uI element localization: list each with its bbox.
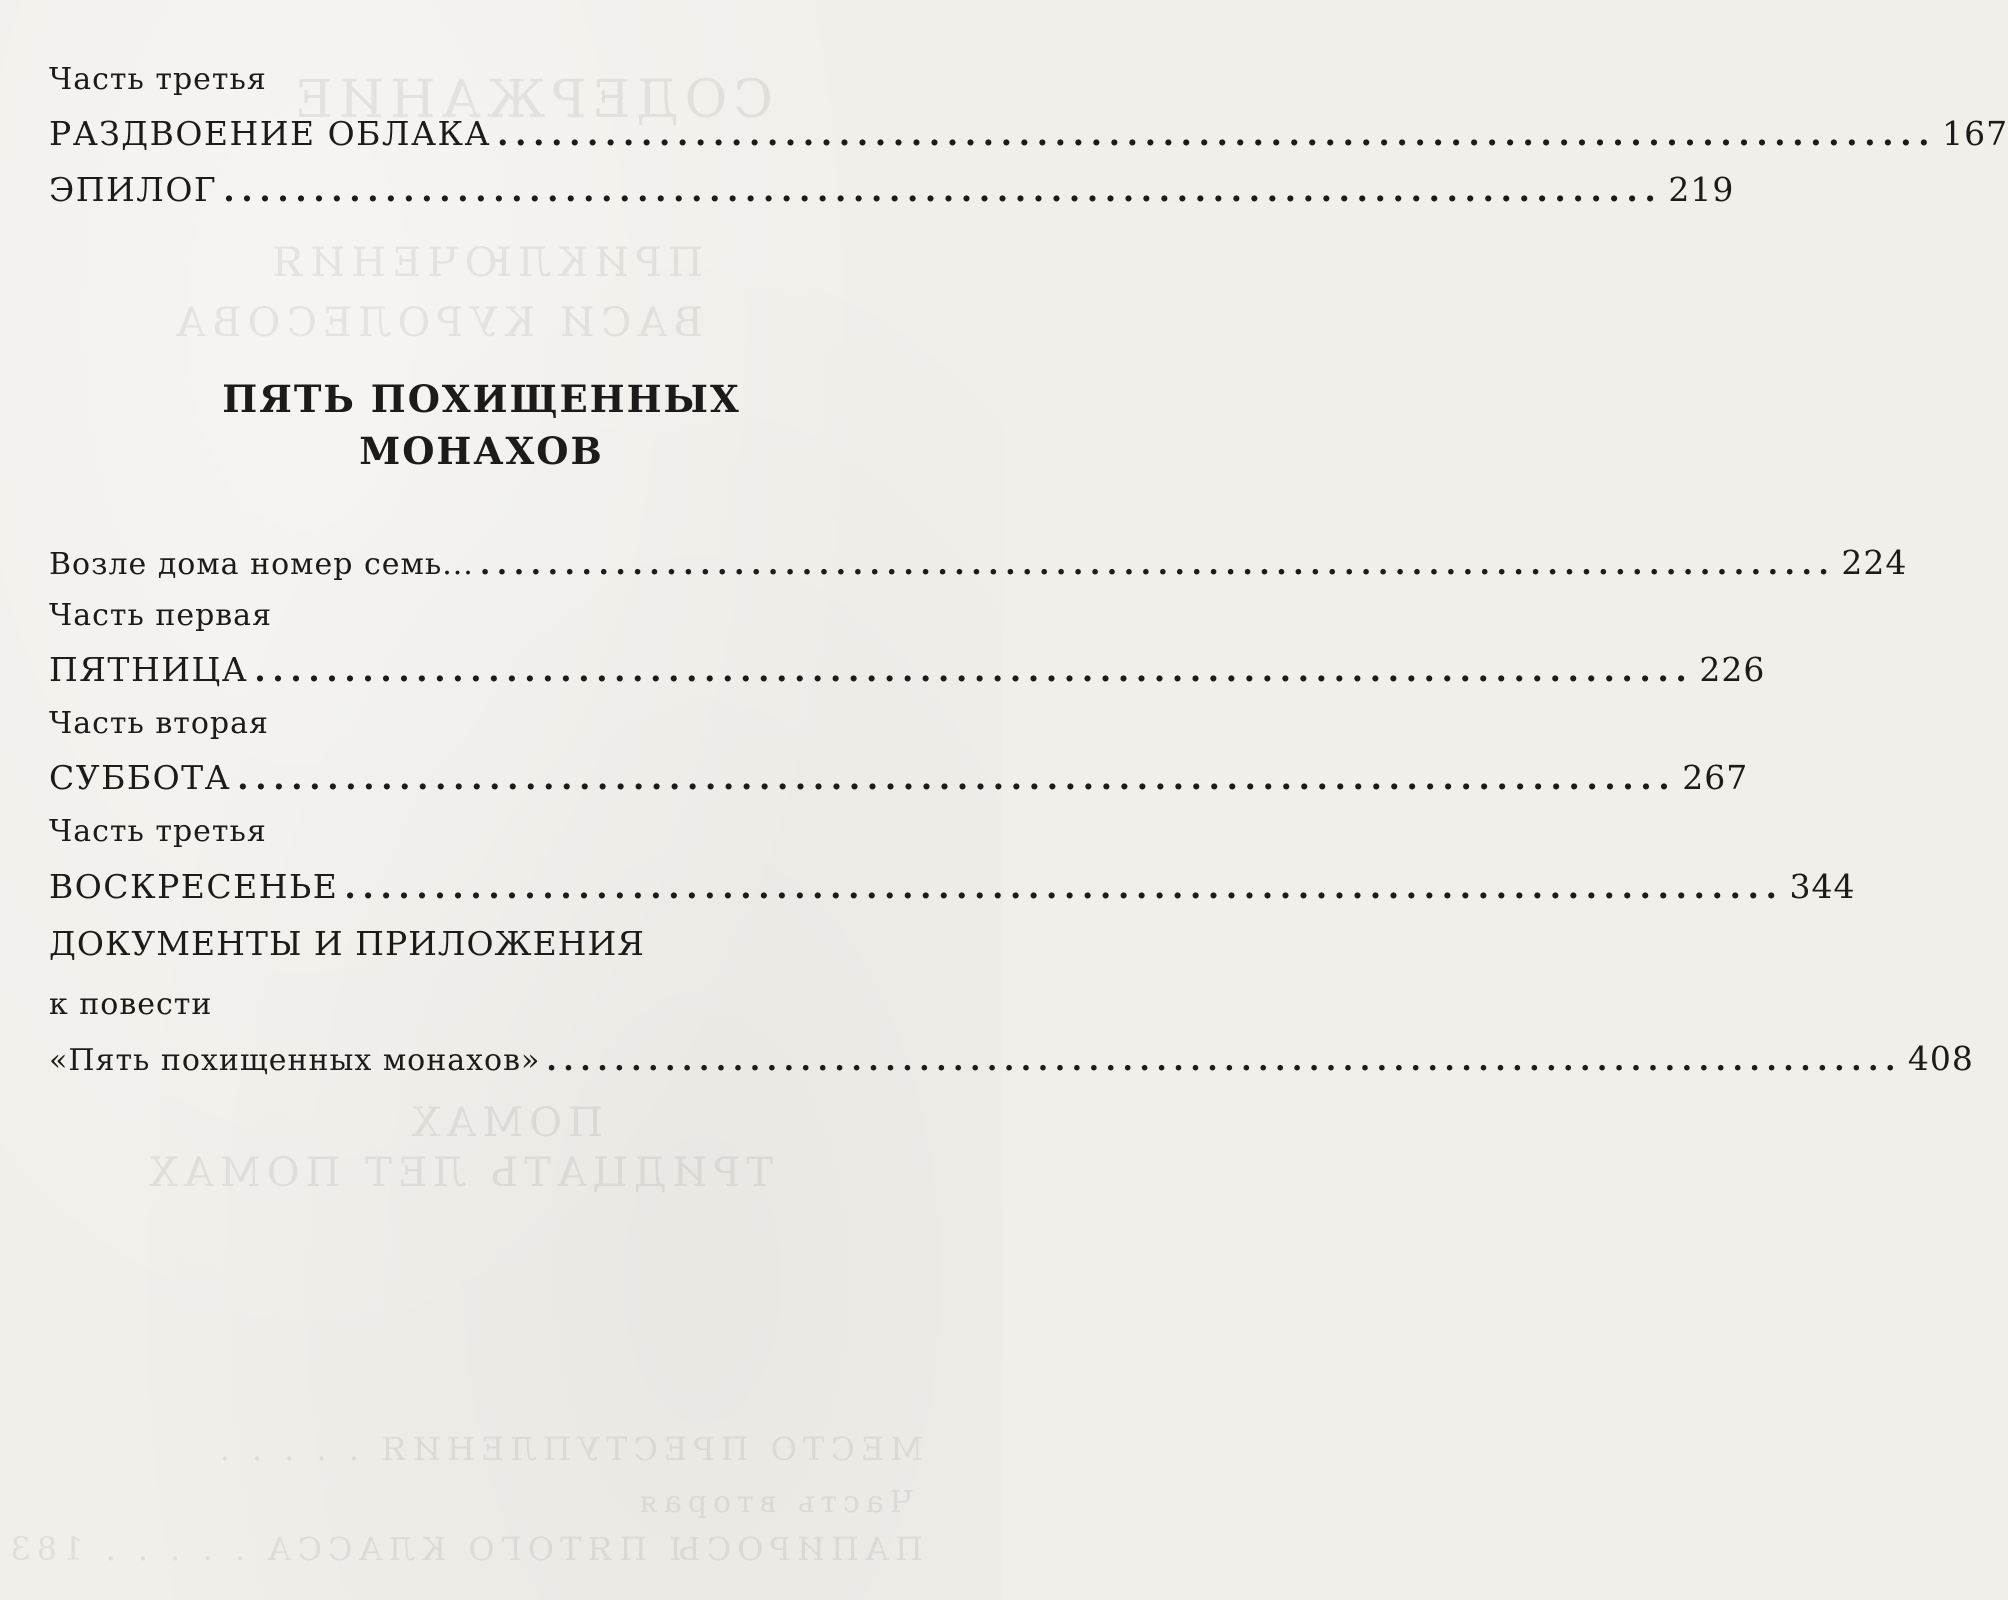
page-number: 219 <box>1668 170 1735 209</box>
leader-dots: ................................................................................ <box>496 114 1937 153</box>
leader-dots: ................................................................................ <box>479 547 1836 582</box>
section-heading <box>49 373 914 477</box>
leader-dots: ................................................................................ <box>344 867 1784 906</box>
page-number: 267 <box>1682 758 1749 797</box>
page-number: 167 <box>1942 114 2008 153</box>
toc-entry[interactable] <box>49 758 1749 797</box>
entry-title: СУББОТА <box>49 758 232 797</box>
part-label: Часть третья <box>49 62 267 97</box>
toc-entry[interactable] <box>49 867 1856 906</box>
entry-title: ВОСКРЕСЕНЬЕ <box>49 867 339 906</box>
part-label: Часть первая <box>49 598 272 633</box>
toc-entry[interactable] <box>49 170 1735 209</box>
leader-dots: ................................................................................ <box>254 650 1694 689</box>
documents-subtitle: к повести <box>49 987 213 1022</box>
part-label: Часть вторая <box>49 706 269 741</box>
heading-line-2: МОНАХОВ <box>359 429 604 473</box>
entry-title: ЭПИЛОГ <box>49 170 218 209</box>
documents-title: ДОКУМЕНТЫ И ПРИЛОЖЕНИЯ <box>49 924 645 963</box>
heading-line-1: ПЯТЬ ПОХИЩЕННЫХ <box>222 377 741 421</box>
page-number: 344 <box>1789 867 1856 906</box>
toc-entry[interactable] <box>49 543 1908 582</box>
entry-title: ПЯТНИЦА <box>49 650 249 689</box>
toc-entry[interactable] <box>49 114 2008 153</box>
entry-title: «Пять похищенных монахов» <box>49 1043 541 1078</box>
leader-dots: ................................................................................ <box>223 170 1663 209</box>
toc-entry[interactable] <box>49 1039 1974 1078</box>
page-number: 226 <box>1699 650 1766 689</box>
leader-dots: ................................................................................ <box>546 1043 1902 1078</box>
toc-entry[interactable] <box>49 650 1766 689</box>
leader-dots: ................................................................................ <box>237 758 1677 797</box>
bleed-through-reverse-page: СОДЕРЖАНИЕ ПРИКЛЮЧЕНИЯ ВАСИ КУРОЛЕСОВА ПОМАХ ТРИДЦАТЬ ЛЕТ ПОМАХ МЕСТО ПРЕСТУПЛЕНИЯ . . . . . Часть вторая ПАПИРОСЫ ПЯТОГО КЛАССА . . . . . 183 <box>4 70 923 1568</box>
page-number: 408 <box>1907 1039 1974 1078</box>
page-number: 224 <box>1841 543 1908 582</box>
entry-title: РАЗДВОЕНИЕ ОБЛАКА <box>49 114 491 153</box>
entry-title: Возле дома номер семь... <box>49 547 474 582</box>
part-label: Часть третья <box>49 814 267 849</box>
